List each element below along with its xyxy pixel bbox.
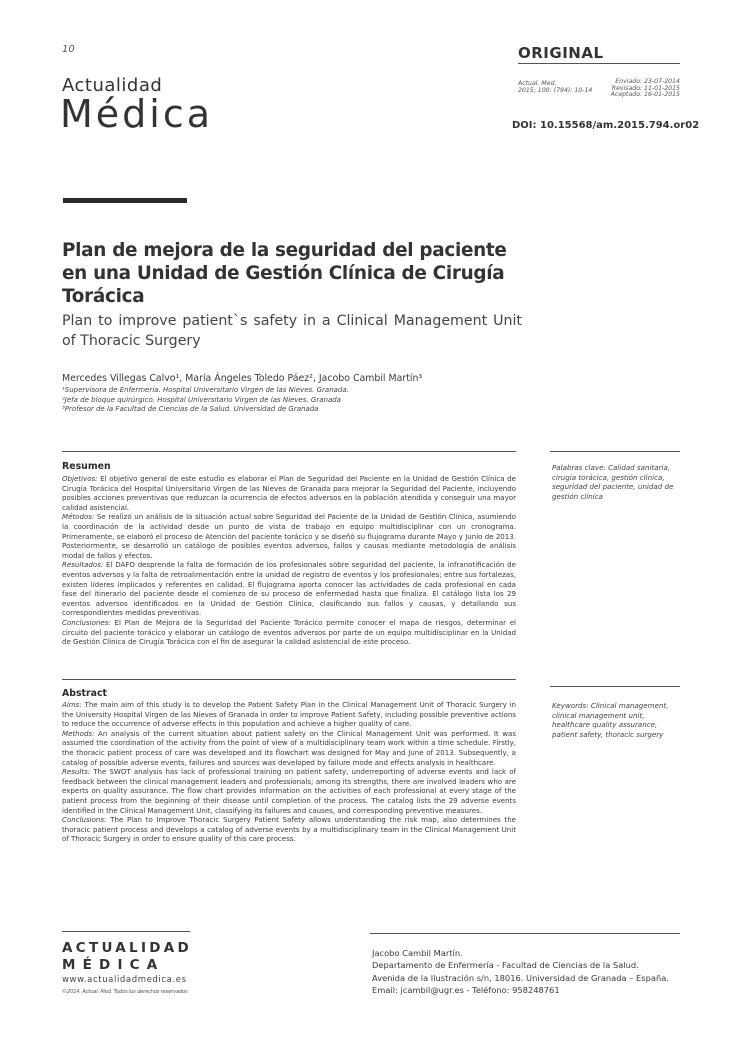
abstract-results-label: Results:: [62, 767, 91, 777]
date-sent: Enviado: 23-07-2014: [615, 78, 680, 85]
contact-block: [372, 947, 692, 996]
contact-email-phone: Email: jcambil@ugr.es - Teléfono: 958248761: [372, 984, 560, 995]
date-accepted: Aceptado: 16-01-2015: [610, 91, 680, 99]
contact-name: Jacobo Cambil Martín.: [372, 948, 463, 958]
date-revised: Revisado: 11-01-2015: [611, 84, 680, 92]
page-number: 10: [62, 44, 75, 55]
abstract-conclusions: [62, 815, 516, 844]
contact-department: Departamento de Enfermería - Facultad de Ciencias de la Salud.: [372, 960, 639, 971]
abstract-results: [62, 767, 516, 815]
resumen-body: [62, 474, 516, 647]
abstract-keywords-rule: [550, 686, 680, 687]
resumen-heading: Resumen: [62, 461, 111, 472]
resumen-objetivos-label: Objetivos:: [62, 474, 98, 483]
affiliation-2: ²Jefa de bloque quirúrgico. Hospital Universitario Virgen de las Nieves. Granada: [62, 395, 341, 404]
footer-copyright: ©2014. Actual. Med. Todos los derechos reservados: [62, 989, 188, 995]
resumen-resultados: [62, 560, 516, 618]
resumen-resultados-label: Resultados:: [62, 560, 104, 570]
abstract-heading: Abstract: [62, 688, 108, 699]
resumen-metodos-text: Se realizó un análisis de la situación actual sobre Seguridad del Paciente de la Unidad de Gestión Clínica, asumiendo la coordinación de la actividad desde un punto de vista de trabajo en equipo multidisciplinar con un cronograma. Primeramente, se elaboró el proceso de Atención del paciente torácico y se diseñó su flujograma durante Mayo y Junio de 2013. Posteriormente, se desarrolló un catálogo de posibles eventos adversos, fallos y causas mediante metodología de análisis modal de fallos y efectos.: [62, 512, 516, 560]
contact-rule: [370, 933, 680, 934]
article-dates: [600, 79, 680, 99]
footer-website: www.actualidadmedica.es: [62, 975, 187, 985]
resumen-objetivos: [62, 474, 516, 512]
resumen-conclusiones-text: El Plan de Mejora de la Seguridad del Paciente Torácico permite conocer el mapa de riesgos, determinar el circuito del paciente torácico y elaborar un catálogo de eventos adversos por parte de un equipo multidisciplinar en la Unidad de Gestión Clínica de Cirugía Torácica con el fin de asegurar la calidad asistencial de este proceso.: [62, 617, 516, 647]
journal-logo-main: Médica: [60, 92, 214, 136]
abstract-conclusions-label: Conclusions:: [62, 815, 107, 825]
affiliations: [62, 386, 532, 415]
abstract-methods-label: Methods:: [62, 728, 95, 738]
title-english: Plan to improve patient`s safety in a Clinical Management Unit of Thoracic Surgery: [62, 313, 522, 349]
abstract-results-text: The SWOT analysis has lack of professional training on patient safety, underreporting of adverse events and lack of feedback between the clinical management leaders and professionals; among its strengths, there are involved leaders who are experts on quality assurance. The flow chart provides information on the activities of each professional at every stage of the patient process from the beginning of their disease until completion of the process. The catalog lists the 29 adverse events identified in the Clinical Management Unit, classifying its failures and causes, and corresponding preventive measures.: [62, 767, 516, 815]
abstract-aims-text: The main aim of this study is to develop the Patient Safety Plan in the Clinical Management Unit of Thoracic Surgery in the University Hospital Virgen de las Nieves of Granada in order to improve Patient Safety, including possible preventive actions to reduce the occurrence of adverse effects in this population and achieve a higher quality of care.: [62, 700, 516, 729]
footer-brand-rule: [62, 931, 190, 932]
abstract-body: [62, 700, 516, 844]
logo-underline-bar: [63, 198, 187, 203]
affiliation-1: ¹Supervisora de Enfermería. Hospital Universitario Virgen de las Nieves. Granada.: [62, 386, 349, 394]
abstract-conclusions-text: The Plan to Improve Thoracic Surgery Patient Safety allows understanding the risk map, also determines the thoracic patient process and develops a catalog of adverse events by a multidisciplinary team in the Clinical Management Unit of Thoracic Surgery in order to ensure quality of this care process.: [62, 815, 516, 844]
citation-line2: 2015; 100: (794): 10-14: [518, 87, 593, 95]
footer-brand-line2: MÉDICA: [62, 957, 165, 973]
abstract-methods: [62, 729, 516, 767]
affiliation-3: ³Profesor de la Facultad de Ciencias de la Salud. Universidad de Granada: [62, 405, 319, 414]
contact-address: Avenida de la Ilustración s/n, 18016. Universidad de Granada – España.: [372, 972, 669, 983]
resumen-objetivos-text: El objetivo general de este estudio es elaborar el Plan de Seguridad del Paciente en la Unidad de Gestión Clínica de Cirugía Torácica del Hospital Universitario Virgen de las Nieves de Granada para mejorar la Seguridad del Paciente, incluyendo posibles acciones preventivas que reduzcan la ocurrencia de efectos adversos en la población atendida y conseguir una mayor calidad asistencial.: [62, 474, 516, 512]
resumen-conclusiones: [62, 618, 516, 647]
title-spanish: Plan de mejora de la seguridad del paciente en una Unidad de Gestión Clínica de Cirugía Torácica: [62, 240, 507, 307]
article-type-rule: [518, 63, 680, 64]
authors: Mercedes Villegas Calvo¹, María Ángeles Toledo Páez², Jacobo Cambil Martín³: [62, 373, 423, 384]
resumen-rule: [62, 451, 516, 452]
abstract-keywords: Keywords: Clinical management, clinical management unit, healthcare quality assurance, patient safety, thoracic surgery: [552, 701, 669, 740]
citation-line1: Actual. Med.: [518, 80, 557, 87]
resumen-conclusiones-label: Conclusiones:: [62, 617, 111, 627]
footer-brand-line1: ACTUALIDAD: [62, 940, 193, 956]
resumen-metodos-label: Métodos:: [62, 512, 95, 522]
article-type: ORIGINAL: [518, 44, 604, 62]
abstract-aims-label: Aims:: [62, 700, 82, 709]
doi: DOI: 10.15568/am.2015.794.or02: [512, 120, 700, 131]
resumen-metodos: [62, 512, 516, 560]
abstract-aims: [62, 700, 516, 729]
resumen-resultados-text: El DAFO desprende la falta de formación de los profesionales sobre seguridad del paciente, la infranotificación de eventos adversos y la falta de retroalimentación entre la unidad de registro de eventos y los profesionales; entre sus fortalezas, existen líderes implicados y referentes en calidad. El flujograma aporta conocer las actividades de cada profesional en cada fase del itinerario del paciente desde el comienzo de su proceso de enfermedad hasta que finaliza. El catálogo lista los 29 eventos adversos identificados en la Unidad de Gestión Clínica, clasificando sus fallos y causas, y detallando sus correspondientes medidas preventivas.: [62, 560, 516, 618]
resumen-keywords: Palabras clave: Calidad sanitaria, cirugía torácica, gestión clínica, seguridad del paciente, unidad de gestión clínica: [552, 463, 674, 502]
abstract-methods-text: An analysis of the current situation about patient safety on the Clinical Management Unit was performed. It was assumed the coordination of the activity from the point of view of a multidisciplinary team work within a time schedule. Firstly, the thoracic patient process of care was developed and its flowchart was designed for May and June of 2013. Subsequently, a catalog of possible adverse events, failures and sources was developed by failure mode and effects analysis in healthcare.: [62, 728, 516, 767]
journal-logo-top: Actualidad: [62, 75, 163, 96]
resumen-keywords-rule: [550, 451, 680, 452]
abstract-rule: [62, 679, 516, 680]
citation: [518, 80, 598, 95]
